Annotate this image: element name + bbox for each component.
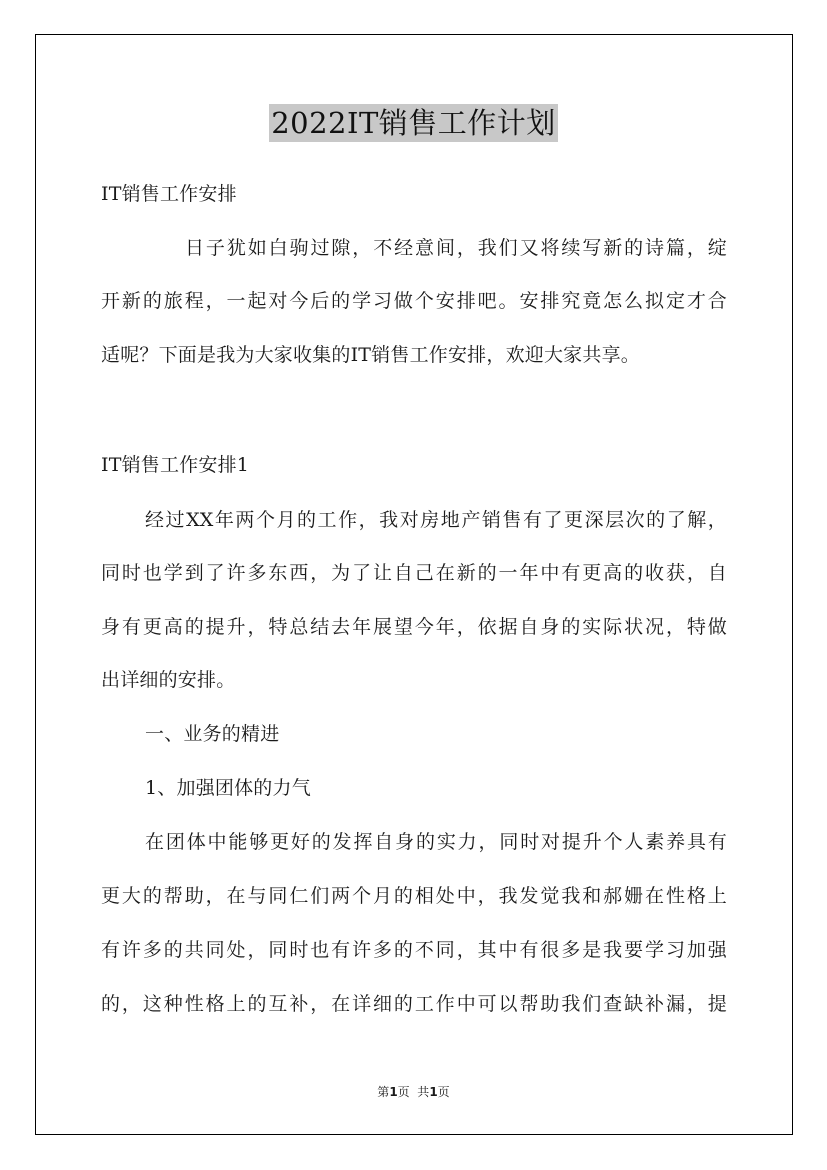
intro-line-1: 日子犹如白驹过隙，不经意间，我们又将续写新的诗篇，绽 (185, 237, 727, 259)
sub-heading: 1、加强团体的力气 (145, 777, 311, 799)
para1-line-3: 身有更高的提升，特总结去年展望今年，依据自身的实际状况，特做 (101, 616, 727, 638)
document-title: 2022IT销售工作计划 (271, 106, 556, 140)
para2-line-2: 更大的帮助，在与同仁们两个月的相处中，我发觉我和郝姗在性格上 (101, 885, 727, 907)
para2-line-1: 在团体中能够更好的发挥自身的实力，同时对提升个人素养具有 (145, 831, 727, 853)
para2-line-3: 有许多的共同处，同时也有许多的不同，其中有很多是我要学习加强 (101, 939, 727, 961)
intro-line-3: 适呢？下面是我为大家收集的IT销售工作安排，欢迎大家共享。 (101, 344, 640, 366)
footer-total-pages: 1 (429, 1085, 438, 1099)
item-heading: 一、业务的精进 (145, 723, 280, 745)
para2-line-4: 的，这种性格上的互补，在详细的工作中可以帮助我们查缺补漏，提 (101, 993, 727, 1015)
section-heading: IT销售工作安排1 (101, 454, 250, 476)
para1-line-4: 出详细的安排。 (101, 669, 236, 691)
para1-line-2: 同时也学到了许多东西，为了让自己在新的一年中有更高的收获，自 (101, 562, 727, 584)
para1-line-1: 经过XX年两个月的工作，我对房地产销售有了更深层次的了解， (145, 509, 727, 531)
footer-page-number: 1 (389, 1085, 398, 1099)
subtitle: IT销售工作安排 (101, 183, 237, 205)
page-footer (0, 1084, 827, 1100)
footer-suffix: 页 (437, 1085, 450, 1099)
intro-line-2: 开新的旅程，一起对今后的学习做个安排吧。安排究竟怎么拟定才合 (101, 290, 727, 312)
footer-middle: 页 共 (397, 1085, 430, 1099)
footer-prefix: 第 (377, 1085, 390, 1099)
